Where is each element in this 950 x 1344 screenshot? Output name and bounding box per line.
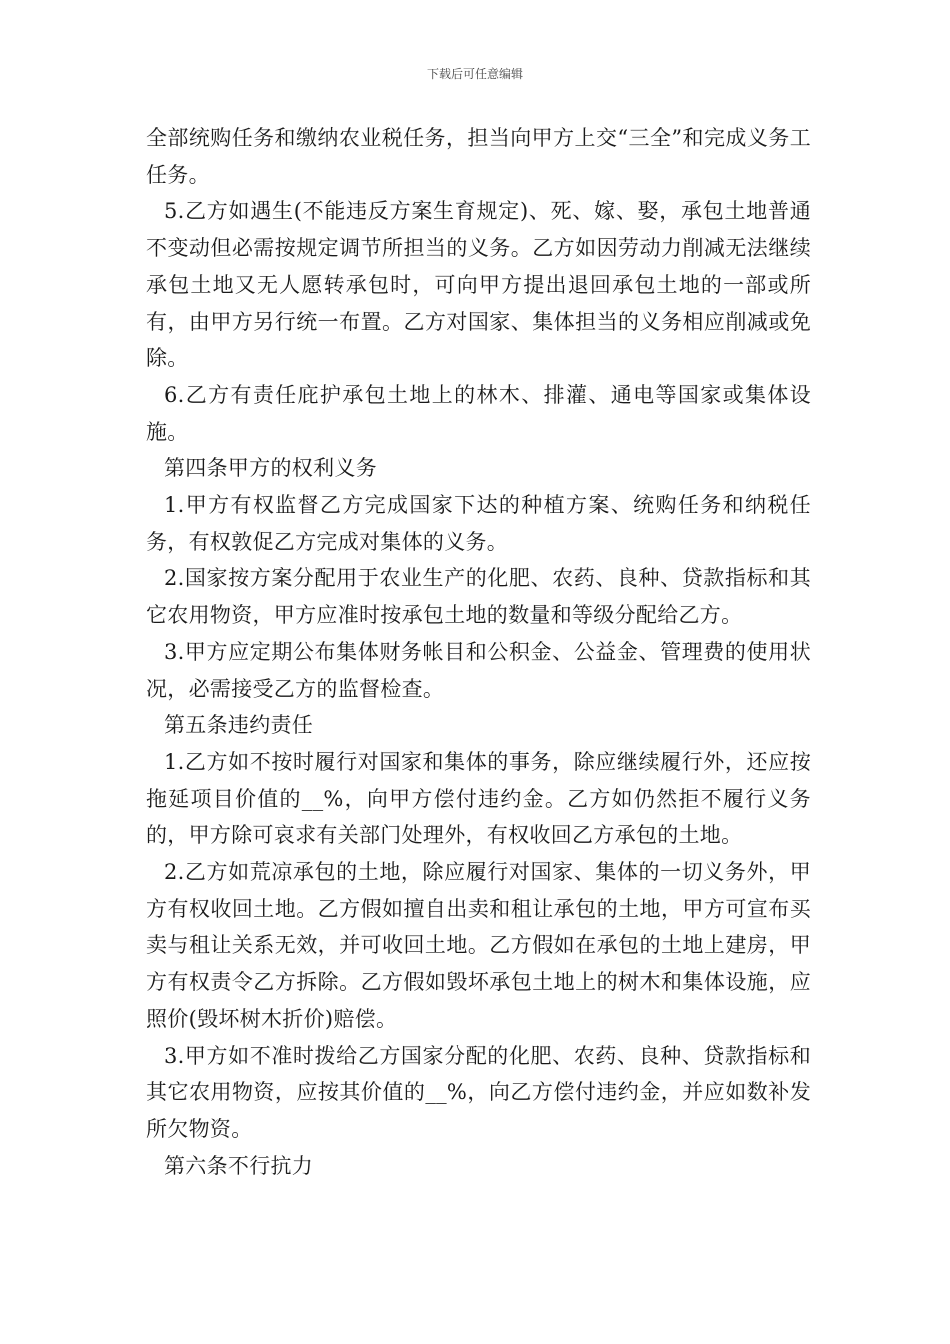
clause-4-item-2: 2.国家按方案分配用于农业生产的化肥、农药、良种、贷款指标和其它农用物资，甲方应准时按承包土地的数量和等级分配给乙方。 xyxy=(146,566,811,628)
clause-4-item-1: 1.甲方有权监督乙方完成国家下达的种植方案、统购任务和纳税任务，有权敦促乙方完成对集体的义务。 xyxy=(146,493,811,554)
clause-5-item-3: 3.甲方如不准时拨给乙方国家分配的化肥、农药、良种、贷款指标和其它农用物资，应按其价值的__%，向乙方偿付违约金，并应如数补发所欠物资。 xyxy=(146,1043,811,1141)
section-heading-article-4: 第四条甲方的权利义务 xyxy=(164,456,377,481)
clause-3-item-6: 6.乙方有责任庇护承包土地上的林木、排灌、通电等国家或集体设施。 xyxy=(146,382,811,444)
clause-4-item-3: 3.甲方应定期公布集体财务帐目和公积金、公益金、管理费的使用状况，必需接受乙方的监督检查。 xyxy=(146,639,811,701)
document-body xyxy=(146,120,811,1184)
section-heading-article-5: 第五条违约责任 xyxy=(164,713,314,738)
paragraph-continuation: 全部统购任务和缴纳农业税任务，担当向甲方上交“三全”和完成义务工任务。 xyxy=(146,126,811,187)
section-heading-article-6: 第六条不行抗力 xyxy=(164,1153,314,1178)
clause-3-item-5: 5.乙方如遇生(不能违反方案生育规定)、死、嫁、娶，承包土地普通不变动但必需按规定调节所担当的义务。乙方如因劳动力削减无法继续承包土地又无人愿转承包时，可向甲方提出退回承包土地的一部或所有，由甲方另行统一布置。乙方对国家、集体担当的义务相应削减或免除。 xyxy=(146,199,811,371)
clause-5-item-2: 2.乙方如荒凉承包的土地，除应履行对国家、集体的一切义务外，甲方有权收回土地。乙方假如擅自出卖和租让承包的土地，甲方可宣布买卖与租让关系无效，并可收回土地。乙方假如在承包的土地上建房，甲方有权责令乙方拆除。乙方假如毁坏承包土地上的树木和集体设施，应照价(毁坏树木折价)赔偿。 xyxy=(146,860,811,1031)
page-header: 下载后可任意编辑 xyxy=(426,67,523,81)
clause-5-item-1: 1.乙方如不按时履行对国家和集体的事务，除应继续履行外，还应按拖延项目价值的__%，向甲方偿付违约金。乙方如仍然拒不履行义务的，甲方除可哀求有关部门处理外，有权收回乙方承包的土地。 xyxy=(146,749,811,848)
